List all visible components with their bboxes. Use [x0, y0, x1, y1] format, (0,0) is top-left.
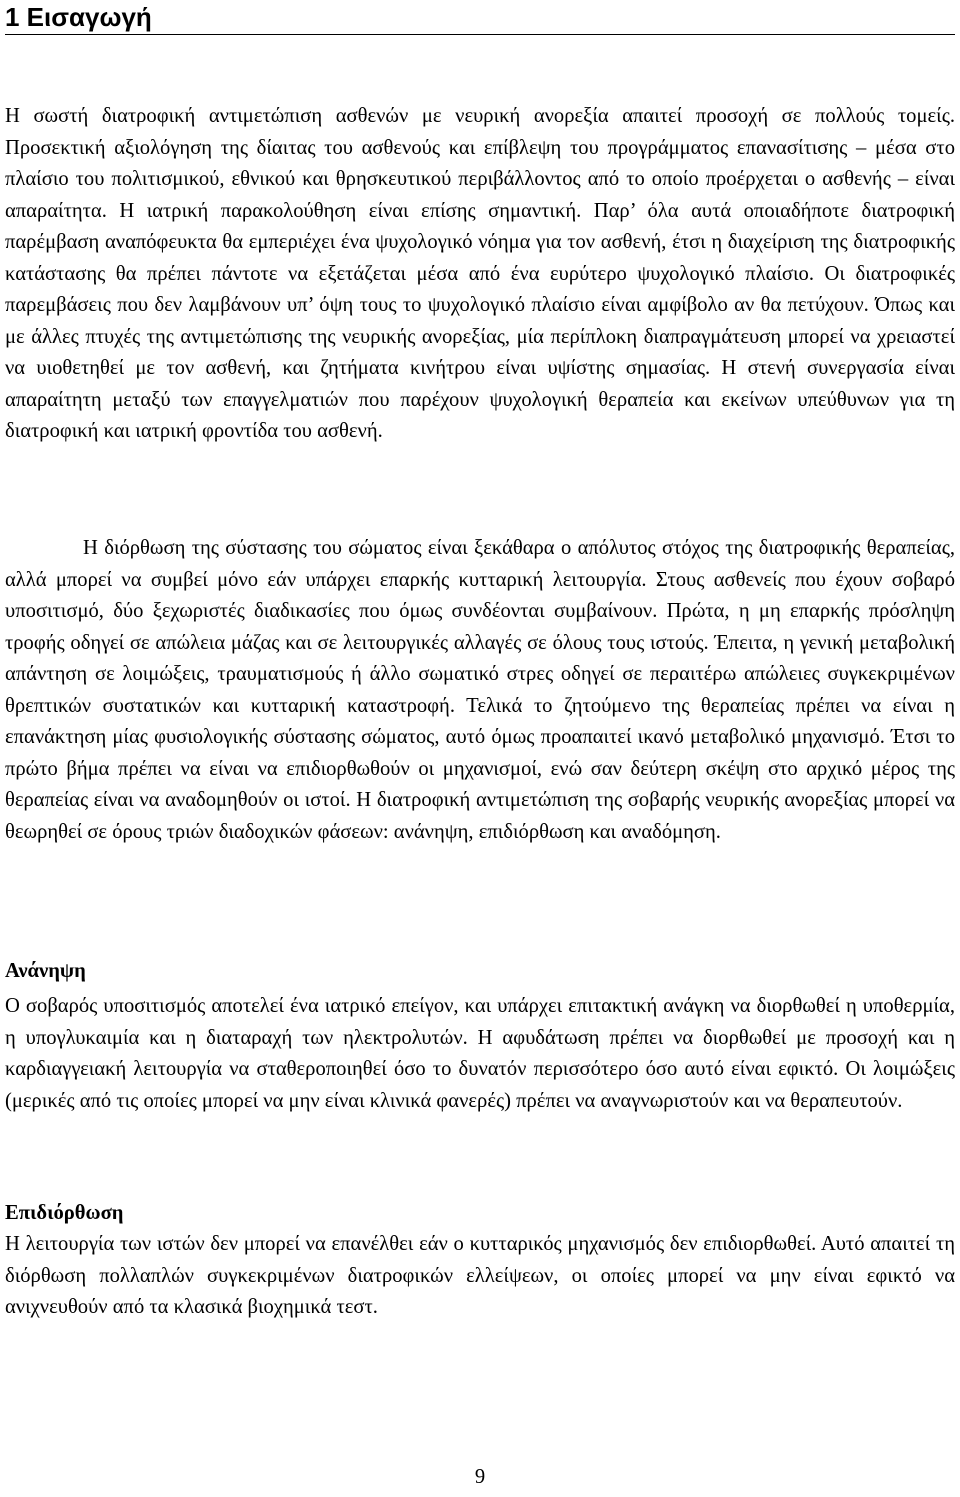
correction-paragraph: Η διόρθωση της σύστασης του σώματος είναι ξεκάθαρα ο απόλυτος στόχος της διατροφικής θεραπείας, αλλά μπορεί να συμβεί μόνο εάν υπάρχει επαρκής κυτταρική λειτουργία. Στους ασθενείς που έχουν σοβαρό υποσιτισμό, δύο ξεχωριστές διαδικασίες που όμως συνδέονται συμβαίνουν. Πρώτα, η μη επαρκής πρόσληψη τροφής οδηγεί σε απώλεια μάζας και σε λειτουργικές αλλαγές σε όλους τους ιστούς. Έπειτα, η γενική μεταβολική απάντηση σε λοιμώξεις, τραυματισμούς ή άλλο σωματικό στρες οδηγεί σε περαιτέρω απώλειες συγκεκριμένων θρεπτικών συστατικών και κυτταρική καταστροφή. Τελικά το ζητούμενο της θεραπείας πρέπει να είναι η επανάκτηση μίας φυσιολογικής σύστασης σώματος, αυτό όμως προαπαιτεί ικανό μεταβολικό μηχανισμό. Έτσι το πρώτο βήμα πρέπει να είναι να επιδιορθωθούν οι μηχανισμοί, ενώ σαν δεύτερη σκέψη στο αρχικό μέρος της θεραπείας είναι να αναδομηθούν οι ιστοί. Η διατροφική αντιμετώπιση της σοβαρής νευρικής ανορεξίας μπορεί να θεωρηθεί σε όρους τριών διαδοχικών φάσεων: ανάνηψη, επιδιόρθωση και αναδόμηση. — [5, 537, 955, 843]
resuscitation-paragraph: Ο σοβαρός υποσιτισμός αποτελεί ένα ιατρικό επείγον, και υπάρχει επιτακτική ανάγκη να διορθωθεί η υποθερμία, η υπογλυκαιμία και η διαταραχή των ηλεκτρολυτών. Η αφυδάτωση πρέπει να διορθωθεί με προσοχή και η καρδιαγγειακή λειτουργία να σταθεροποιηθεί όσο το δυνατόν περισσότερο όσο αυτό είναι εφικτό. Οι λοιμώξεις (μερικές από τις οποίες μπορεί να μην είναι κλινικά φανερές) πρέπει να αναγνωριστούν και να θεραπευτούν. — [5, 995, 955, 1112]
section-heading-repair: Επιδιόρθωση — [5, 1202, 124, 1224]
intro-paragraph: Η σωστή διατροφική αντιμετώπιση ασθενών με νευρική ανορεξία απαιτεί προσοχή σε πολλούς τομείς. Προσεκτική αξιολόγηση της δίαιτας του ασθενούς και επίβλεψη του προγράμματος επανασίτισης – μέσα στο πλαίσιο του πολιτισμικού, εθνικού και θρησκευτικού περιβάλλοντος από το οποίο προέρχεται ο ασθενής – είναι απαραίτητα. Η ιατρική παρακολούθηση είναι επίσης σημαντική. Παρ’ όλα αυτά οποιαδήποτε διατροφική παρέμβαση αναπόφευκτα θα εμπεριέχει ένα ψυχολογικό νόημα για τον ασθενή, έτσι η διαχείριση της διατροφικής κατάστασης θα πρέπει πάντοτε να εξετάζεται μέσα από ένα ευρύτερο ψυχολογικό πλαίσιο. Οι διατροφικές παρεμβάσεις που δεν λαμβάνουν υπ’ όψη τους το ψυχολογικό πλαίσιο είναι αμφίβολο αν θα πετύχουν. Όπως και με άλλες πτυχές της αντιμετώπισης της νευρικής ανορεξίας, μία περίπλοκη διαπραγμάτευση μπορεί να χρειαστεί να υιοθετηθεί με τον ασθενή, και ζητήματα κινήτρου είναι υψίστης σημασίας. Η στενή συνεργασία είναι απαραίτητη μεταξύ των επαγγελματιών που παρέχουν ψυχολογική θεραπεία και εκείνων υπεύθυνων για τη διατροφική και ιατρική φροντίδα του ασθενή. — [5, 105, 955, 442]
repair-paragraph: Η λειτουργία των ιστών δεν μπορεί να επανέλθει εάν ο κυτταρικός μηχανισμός δεν επιδιορθωθεί. Αυτό απαιτεί τη διόρθωση πολλαπλών συγκεκριμένων διατροφικών ελλείψεων, οι οποίες μπορεί να μην είναι εφικτό να ανιχνευθούν από τα κλασικά βιοχημικά τεστ. — [5, 1233, 955, 1318]
chapter-heading: 1 Εισαγωγή — [5, 2, 955, 35]
section-heading-resuscitation: Ανάνηψη — [5, 960, 86, 982]
page-number: 9 — [474, 1466, 486, 1488]
